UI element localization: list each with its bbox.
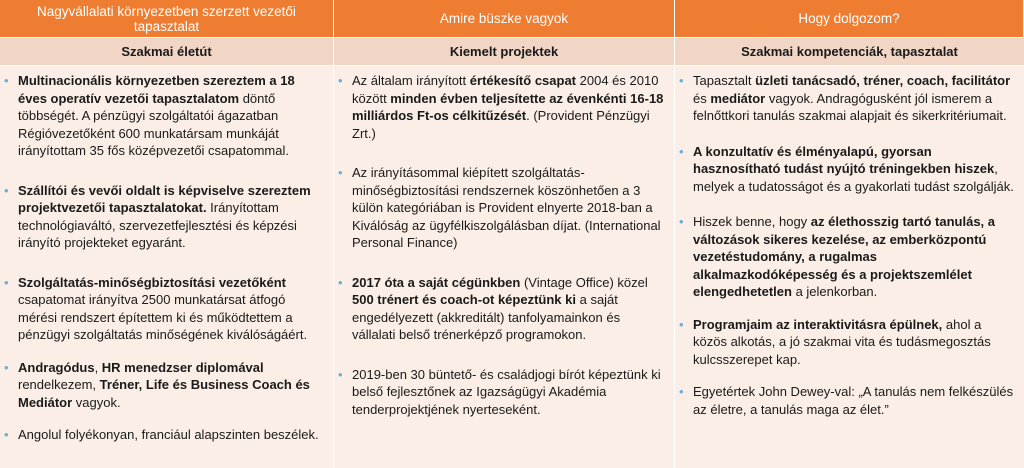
column-career [0, 65, 334, 468]
header-how-i-work: Hogy dolgozom? [675, 0, 1024, 37]
column-projects [334, 65, 675, 468]
subheader-career: Szakmai életút [0, 37, 334, 65]
bullet-icon: • [679, 384, 684, 399]
list-item: • Az irányításommal kiépített szolgáltatás-minőségbiztosítási rendszernek köszönhetően a 3 külön kategóriában is Provident elnyerte 2018-ban a Kiválóság az ügyfélkiszolgálásban díjat. (International Personal Finance) [338, 165, 661, 250]
list-item: • 2019-ben 30 büntető- és családjogi bírót képeztünk ki belső fejlesztőnek az Igazságügyi Akadémia tenderprojektjének nyerteseként. [338, 366, 661, 417]
list-item: • A konzultatív és élményalapú, gyorsan hasznosítható tudást nyújtó tréningekben hiszek, melyek a tudatosságot és a gyakorlati tudást szolgálják. [679, 143, 1014, 194]
bullet-icon: • [4, 359, 9, 375]
bullet-icon: • [4, 427, 9, 442]
header-proud-of: Amire büszke vagyok [334, 0, 675, 37]
bullet-icon: • [679, 214, 684, 229]
bullet-icon: • [679, 316, 684, 332]
list-item: • Egyetértek John Dewey-val: „A tanulás nem felkészülés az életre, a tanulás maga az élet.” [679, 384, 1014, 417]
subheader-projects: Kiemelt projektek [334, 37, 675, 65]
bullet-icon: • [679, 73, 684, 88]
bullet-icon: • [338, 366, 343, 382]
list-item: • Angolul folyékonyan, franciául alapszinten beszélek. [4, 427, 319, 442]
bullet-icon: • [4, 73, 9, 88]
bullet-icon: • [338, 73, 343, 88]
list-item: • Az általam irányított értékesítő csapat 2004 és 2010 között minden évben teljesítette az évenkénti 16-18 milliárdos Ft-os célkitűzését. (Provident Pénzügyi Zrt.) [338, 73, 664, 141]
header-leadership-experience: Nagyvállalati környezetben szerzett vezetői tapasztalat [0, 0, 334, 37]
subheader-competencies: Szakmai kompetenciák, tapasztalat [675, 37, 1024, 65]
list-item: • Multinacionális környezetben szereztem a 18 éves operatív vezetői tapasztalatom döntő többségét. A pénzügyi szolgáltatói ágazatban Régióvezetőként 600 munkatársam munkáját irányítottam 35 fős középvezetői csapatommal. [4, 73, 295, 158]
list-item: • Hiszek benne, hogy az élethosszig tartó tanulás, a változások sikeres kezelése, az emberközpontú vezetéstudomány, a rugalmas alkalmazkodóképesség és a projektszemlélet elengedhetetlen a jelenkorban. [679, 214, 996, 299]
list-item: • Szolgáltatás-minőségbiztosítási vezetőként csapatomat irányítva 2500 munkatársat átfogó mérési rendszert építettem ki és működtettem a pénzügyi szolgáltatás minőségének kiválóságáért. [4, 274, 308, 342]
column-competencies [675, 65, 1024, 468]
list-item: • 2017 óta a saját cégünkben (Vintage Office) közel 500 trénert és coach-ot képeztünk ki a saját engedélyezett (akkreditált) tanfolyamainkon és vállalati belső trénerképző programokon. [338, 274, 648, 342]
list-item: • Programjaim az interaktivitásra épülnek, ahol a közös alkotás, a jó szakmai vita és tudásmegosztás kulcsszerepet kap. [679, 316, 991, 367]
list-item: • Szállítói és vevői oldalt is képviselve szereztem projektvezetői tapasztalatokat. Irányítottam technológiaváltó, szervezetfejlesztési és képzési irányító projekteket egyaránt. [4, 182, 311, 250]
bullet-icon: • [338, 165, 343, 180]
bullet-icon: • [679, 143, 684, 159]
bullet-icon: • [4, 274, 9, 290]
list-item: • Tapasztalt üzleti tanácsadó, tréner, coach, facilitátor és mediátor vagyok. Andragógusként jól ismerem a felnőttkori tanulás szakmai alapjait és sikerkritériumait. [679, 73, 1011, 123]
list-item: • Andragódus, HR menedzser diplomával rendelkezem, Tréner, Life és Business Coach és Mediátor vagyok. [4, 359, 310, 410]
bullet-icon: • [4, 182, 9, 198]
bullet-icon: • [338, 274, 343, 290]
